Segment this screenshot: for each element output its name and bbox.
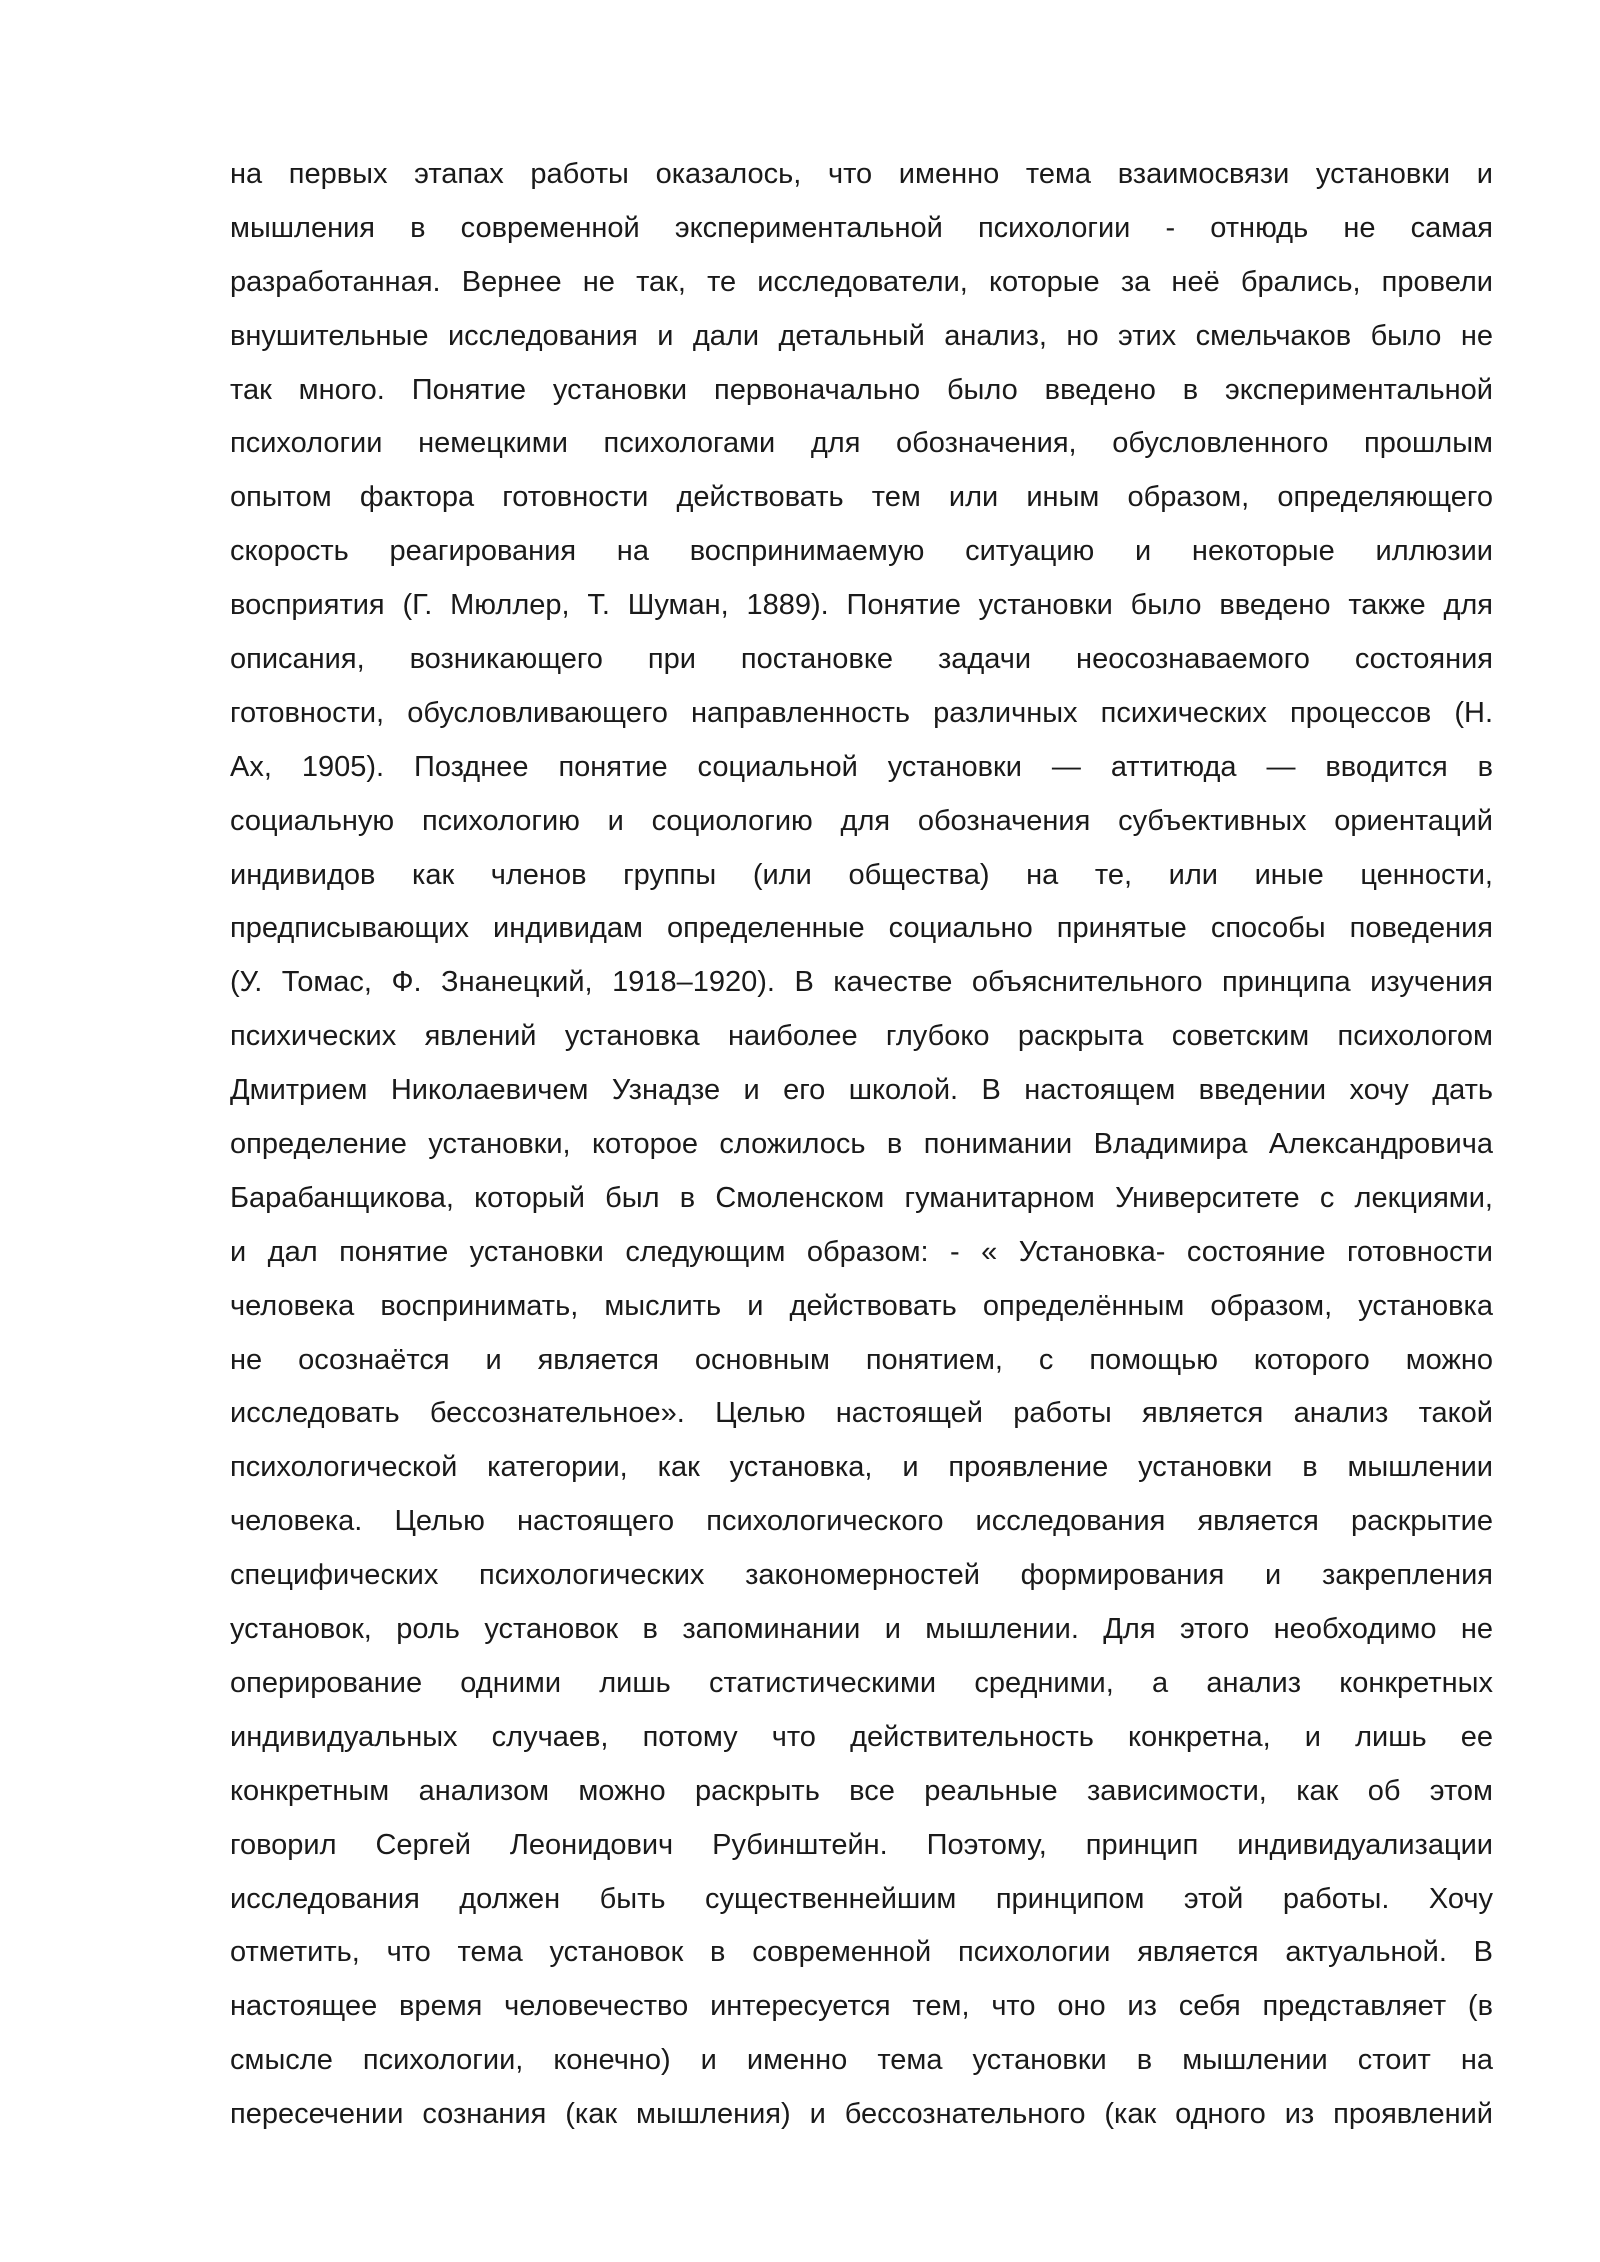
text-line: не осознаётся и является основным понятием, с помощью которого можно <box>230 1343 1493 1376</box>
text-line: отметить, что тема установок в современной психологии является актуальной. В <box>230 1936 1493 1969</box>
text-line: оперирование одними лишь статистическими средними, а анализ конкретных <box>230 1666 1493 1699</box>
text-line: Барабанщикова, который был в Смоленском гуманитарном Университете с лекциями, <box>230 1181 1493 1214</box>
text-line: человека воспринимать, мыслить и действовать определённым образом, установка <box>230 1289 1493 1322</box>
text-line: мышления в современной экспериментальной психологии - отнюдь не самая <box>230 211 1493 244</box>
body-paragraph <box>230 148 1493 2142</box>
text-line: психических явлений установка наиболее глубоко раскрыта советским психологом <box>230 1020 1493 1053</box>
text-line: так много. Понятие установки первоначально было введено в экспериментальной <box>230 373 1493 406</box>
text-line: специфических психологических закономерностей формирования и закрепления <box>230 1559 1493 1592</box>
text-line: конкретным анализом можно раскрыть все реальные зависимости, как об этом <box>230 1774 1493 1807</box>
text-line: Ах, 1905). Позднее понятие социальной установки — аттитюда — вводится в <box>230 750 1493 783</box>
text-line: психологии немецкими психологами для обозначения, обусловленного прошлым <box>230 427 1493 460</box>
text-line: говорил Сергей Леонидович Рубинштейн. Поэтому, принцип индивидуализации <box>230 1828 1493 1861</box>
text-line: определение установки, которое сложилось в понимании Владимира Александровича <box>230 1128 1493 1161</box>
text-line: человека. Целью настоящего психологического исследования является раскрытие <box>230 1505 1493 1538</box>
text-line: предписывающих индивидам определенные социально принятые способы поведения <box>230 912 1493 945</box>
text-line: восприятия (Г. Мюллер, Т. Шуман, 1889). Понятие установки было введено также для <box>230 589 1493 622</box>
text-line: индивидов как членов группы (или общества) на те, или иные ценности, <box>230 858 1493 891</box>
text-line: и дал понятие установки следующим образом: - « Установка- состояние готовности <box>230 1235 1493 1268</box>
text-line: индивидуальных случаев, потому что действительность конкретна, и лишь ее <box>230 1720 1493 1753</box>
text-line: разработанная. Вернее не так, те исследователи, которые за неё брались, провели <box>230 265 1493 298</box>
text-line: внушительные исследования и дали детальный анализ, но этих смельчаков было не <box>230 319 1493 352</box>
text-line: на первых этапах работы оказалось, что именно тема взаимосвязи установки и <box>230 158 1493 190</box>
text-line: исследовать бессознательное». Целью настоящей работы является анализ такой <box>230 1397 1493 1430</box>
text-line: пересечении сознания (как мышления) и бессознательного (как одного из проявлений <box>230 2098 1493 2131</box>
text-line: настоящее время человечество интересуется тем, что оно из себя представляет (в <box>230 1990 1493 2023</box>
text-line: опытом фактора готовности действовать тем или иным образом, определяющего <box>230 481 1493 514</box>
text-line: Дмитрием Николаевичем Узнадзе и его школой. В настоящем введении хочу дать <box>230 1074 1493 1107</box>
text-line: скорость реагирования на воспринимаемую ситуацию и некоторые иллюзии <box>230 535 1493 568</box>
text-line: социальную психологию и социологию для обозначения субъективных ориентаций <box>230 804 1493 837</box>
text-line: описания, возникающего при постановке задачи неосознаваемого состояния <box>230 643 1493 676</box>
text-line: (У. Томас, Ф. Знанецкий, 1918–1920). В качестве объяснительного принципа изучения <box>230 966 1493 999</box>
text-line: исследования должен быть существеннейшим принципом этой работы. Хочу <box>230 1882 1493 1915</box>
text-line: готовности, обусловливающего направленность различных психических процессов (Н. <box>230 696 1493 729</box>
text-line: смысле психологии, конечно) и именно тема установки в мышлении стоит на <box>230 2044 1493 2077</box>
text-line: психологической категории, как установка, и проявление установки в мышлении <box>230 1451 1493 1484</box>
text-line: установок, роль установок в запоминании и мышлении. Для этого необходимо не <box>230 1613 1493 1646</box>
